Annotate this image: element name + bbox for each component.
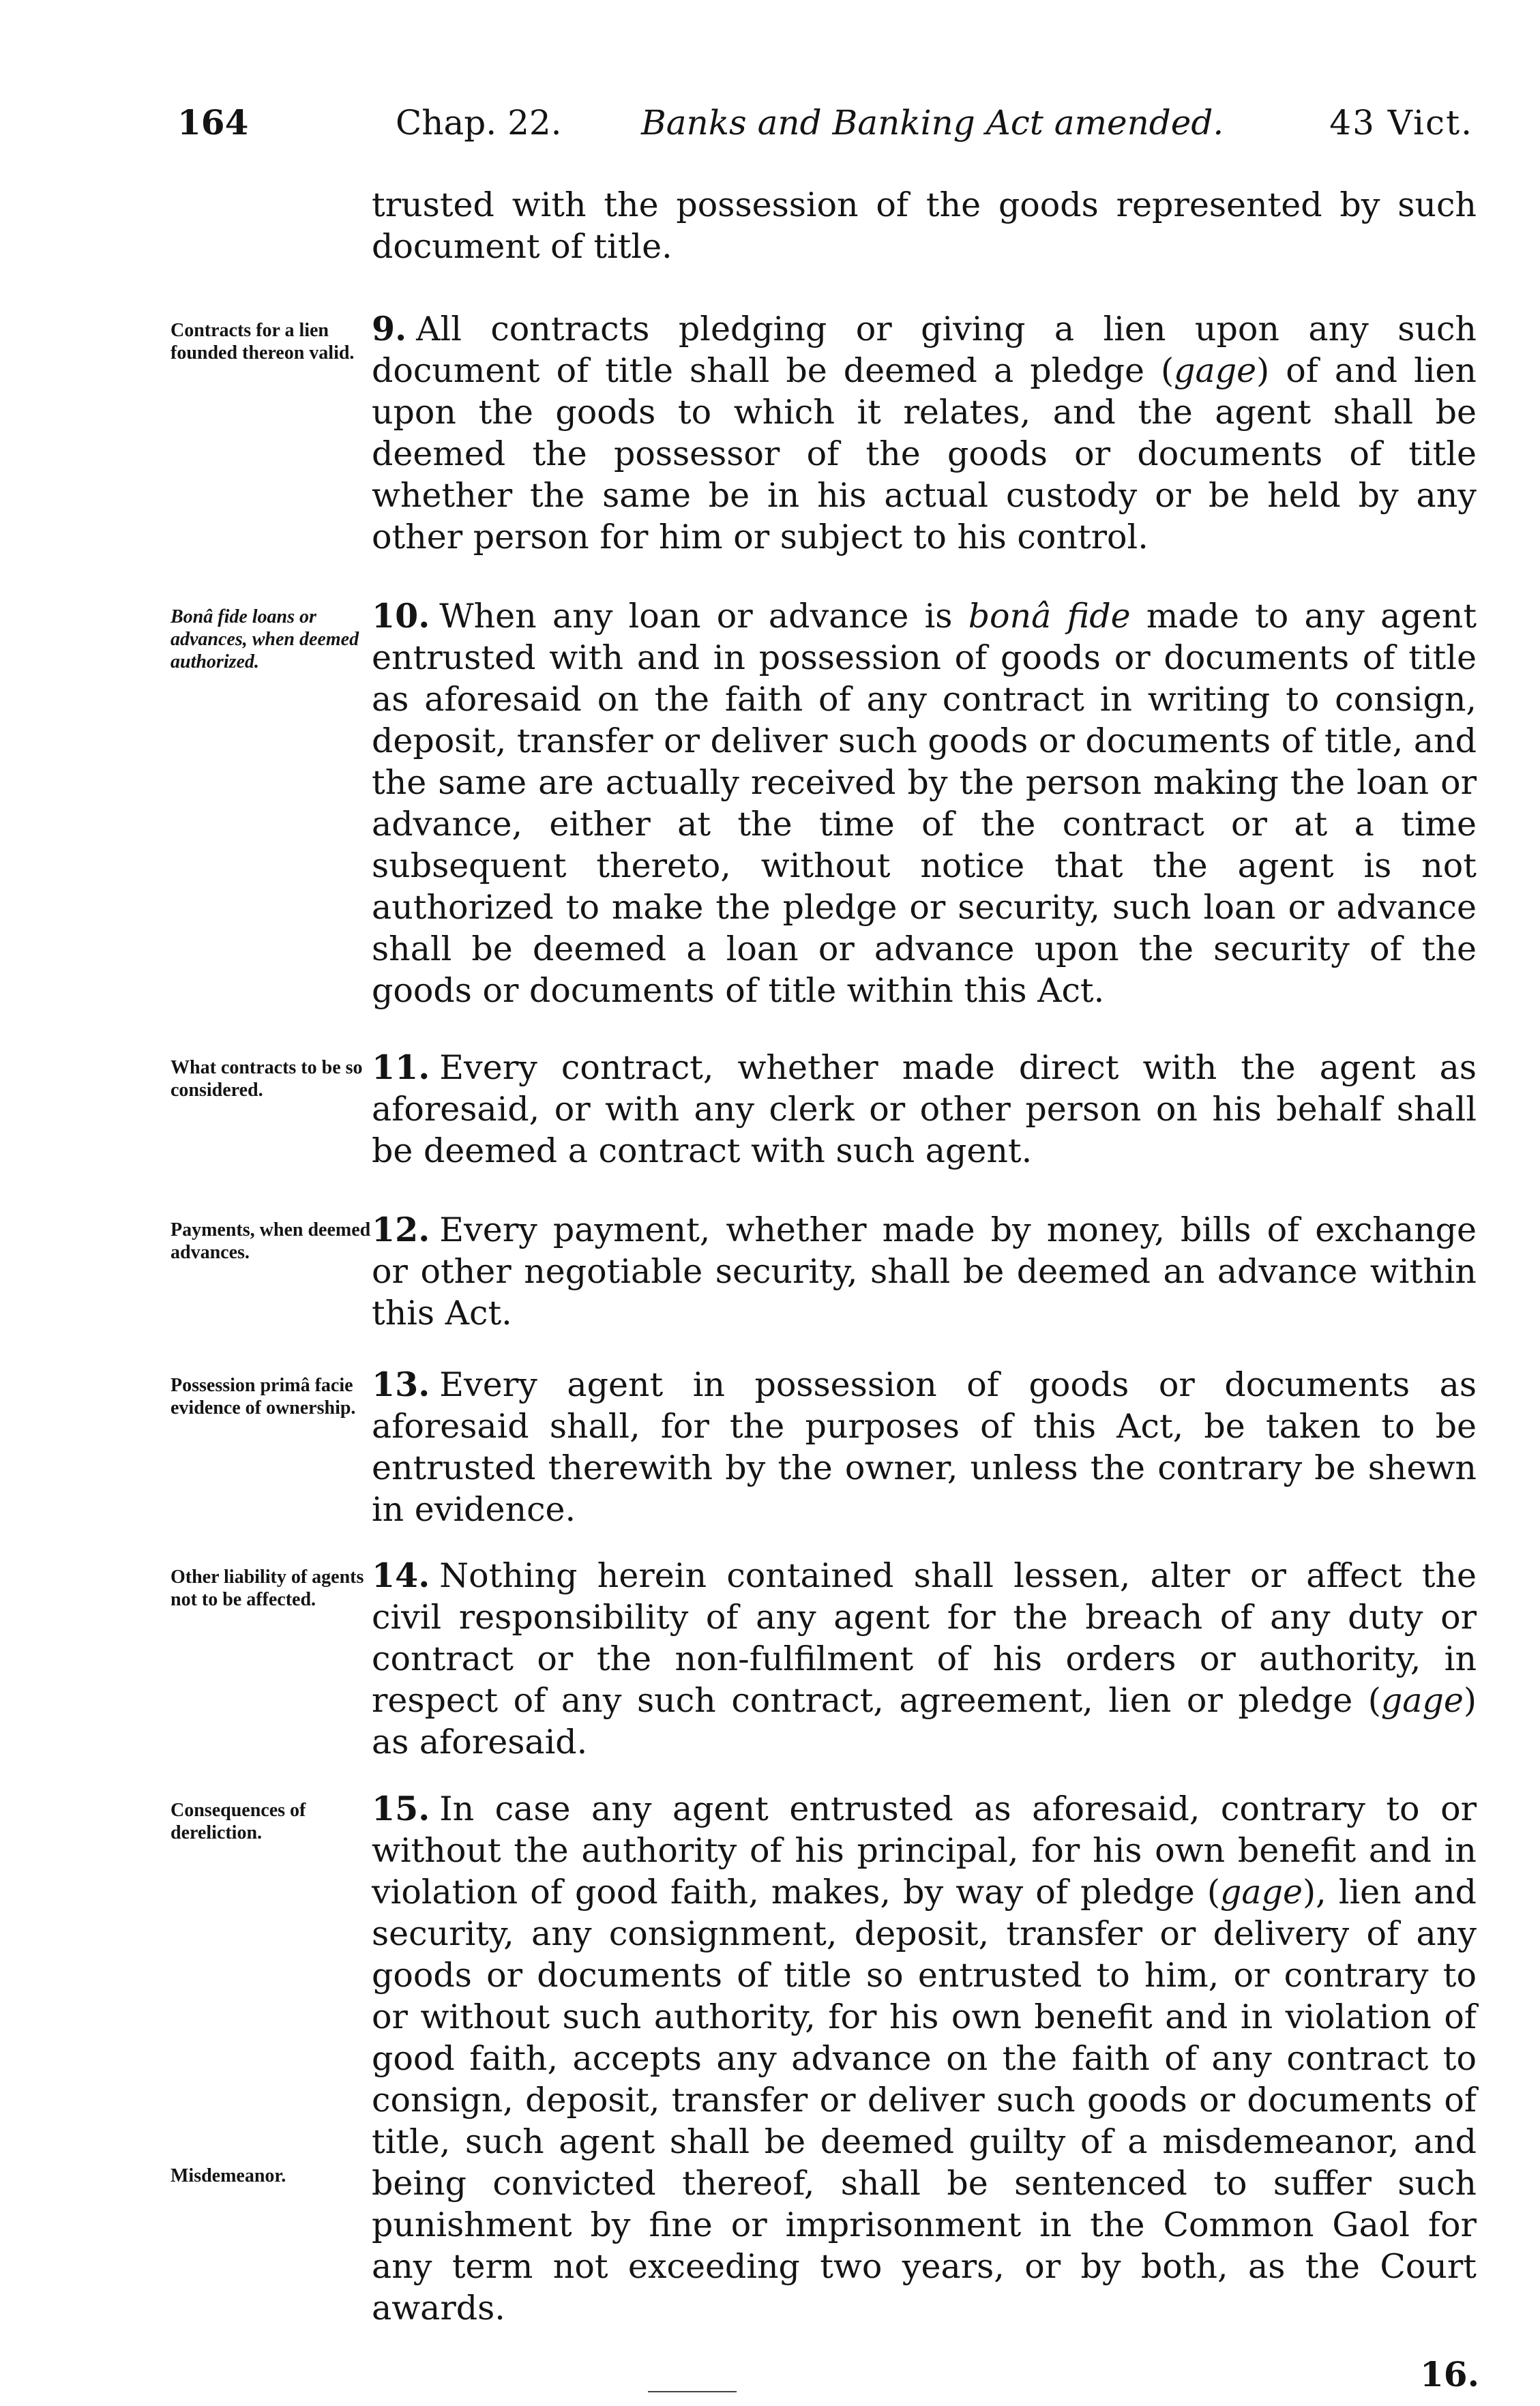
section-10: 10. When any loan or advance is bonâ fide made to any agent entrusted with and in possession of goods or documents of title as aforesaid on the faith of any contract in writing to consign, deposit, transfer or deliver such goods or documents of title, and the same are actually received by the person making the loan or advance, either at the time of the contract or at a time subsequent thereto, without notice that the agent is not authorized to make the pledge or security, such loan or advance shall be deemed a loan or advance upon the security of the goods or documents of title within this Act. <box>372 596 1477 1010</box>
section-12: 12. Every payment, whether made by money, bills of exchange or other negotiable security, shall be deemed an advance within this Act. <box>372 1210 1477 1333</box>
chapter-label: Chap. 22. <box>396 103 562 143</box>
side-note-13: Possession primâ facie evidence of ownership. <box>171 1375 356 1419</box>
section-15: 15. In case any agent entrusted as aforesaid, contrary to or without the authority of his principal, for his own benefit and in violation of good faith, makes, by way of pledge (gage), lien and security, any consignment, deposit, transfer or delivery of any goods or documents of title so entrusted to him, or contrary to or without such authority, for his own benefit and in violation of good faith, accepts any advance on the faith of any contract to consign, deposit, transfer or deliver such goods or documents of title, such agent shall be deemed guilty of a misdemeanor, and being convicted thereof, shall be sentenced to suffer such punishment by fine or imprisonment in the Common Gaol for any term not exceeding two years, or by both, as the Court awards. <box>372 1789 1477 2328</box>
section-13: 13. Every agent in possession of goods or documents as aforesaid shall, for the purposes of this Act, be taken to be entrusted therewith by the owner, unless the contrary be shewn in evidence. <box>372 1365 1477 1529</box>
footer-rule <box>648 2387 737 2392</box>
running-header <box>177 95 1473 150</box>
section-number: 13. <box>372 1365 430 1404</box>
section-number: 11. <box>372 1048 430 1087</box>
catchword: 16. <box>1420 2354 1479 2394</box>
regnal-year: 43 Vict. <box>1329 103 1473 143</box>
section-9: 9. All contracts pledging or giving a lien upon any such document of title shall be deemed a pledge (gage) of and lien upon the goods to which it relates, and the agent shall be deemed the possessor of the goods or documents of title whether the same be in his actual custody or be held by any other person for him or subject to his control. <box>372 309 1477 556</box>
running-title: Banks and Banking Act amended. <box>641 103 1224 143</box>
section-11: 11. Every contract, whether made direct with the agent as aforesaid, or with any clerk or other person on his behalf shall be deemed a contract with such agent. <box>372 1048 1477 1170</box>
side-note-12: Payments, when deemed advances. <box>171 1219 371 1263</box>
side-note-15-misdemeanor: Misdemeanor. <box>171 2165 286 2186</box>
section-14: 14. Nothing herein contained shall lessen, alter or affect the civil responsibility of any agent for the breach of any duty or contract or the non-fulfilment of his orders or authority, in respect of any such contract, agreement, lien or pledge (gage) as aforesaid. <box>372 1556 1477 1762</box>
side-note-10: Bonâ fide loans or advances, when deemed authorized. <box>171 606 359 672</box>
page-number: 164 <box>177 102 249 143</box>
section-number: 15. <box>372 1789 430 1828</box>
section-number: 10. <box>372 596 430 636</box>
side-note-11: What contracts to be so considered. <box>171 1057 363 1101</box>
side-note-9: Contracts for a lien founded thereon valid. <box>171 320 355 363</box>
continuation-text: trusted with the possession of the goods represented by such document of title. <box>372 185 1477 266</box>
side-note-14: Other liability of agents not to be affected. <box>171 1566 364 1610</box>
section-number: 14. <box>372 1556 430 1595</box>
section-number: 9. <box>372 309 407 348</box>
section-number: 12. <box>372 1210 430 1249</box>
side-note-15: Consequences of dereliction. <box>171 1800 306 1843</box>
